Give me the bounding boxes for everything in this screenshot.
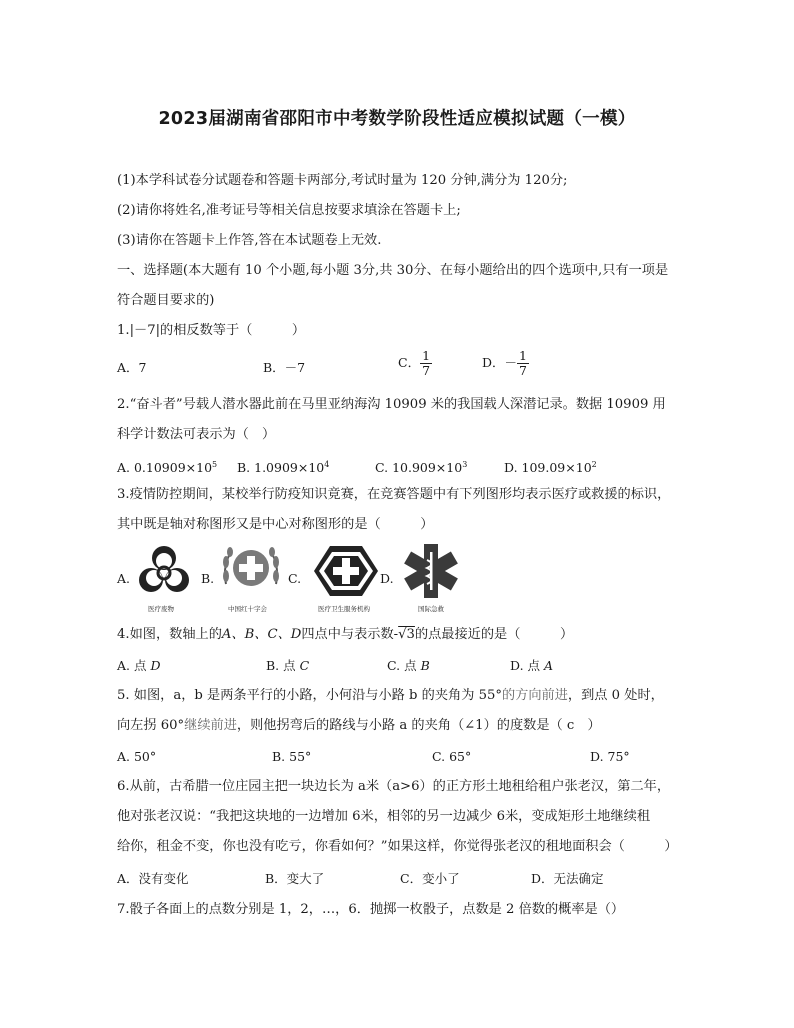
q5-option-d: D. 75°	[590, 749, 630, 764]
biohazard-icon	[132, 540, 196, 604]
instruction-2: (2)请你将姓名,准考证号等相关信息按要求填涂在答题卡上;	[117, 203, 461, 218]
q6-stem-cont-1: 他对张老汉说：“我把这块地的一边增加 6米，相邻的另一边减少 6米，变成矩形土地继续租	[117, 809, 651, 824]
q4-option-d: D. 点 A	[510, 658, 554, 673]
q3-option-d: D.	[380, 571, 394, 586]
q2-option-d: D. $109.09\times 10^2$	[504, 460, 597, 476]
q3-caption-c: 医疗卫生服务机构	[318, 605, 370, 613]
q6-option-a: A．没有变化	[117, 871, 189, 886]
instruction-1: (1)本学科试卷分试题卷和答题卡两部分,考试时量为 120 分钟,满分为 120分;	[117, 173, 568, 188]
q4-stem: 4.如图，数轴上的A、B、C、D四点中与表示数-√3的点最接近的是（ ）	[117, 627, 574, 642]
q5-stem-cont: 向左拐 60°继续前进，则他拐弯后的路线与小路 a 的夹角（∠1）的度数是（ c ）	[117, 718, 601, 733]
section-heading: 一、选择题(本大题有 10 个小题,每小题 3分,共 30分、在每小题给出的四个选项中,只有一项是	[117, 263, 669, 278]
q6-option-b: B．变大了	[265, 871, 325, 886]
q5-option-b: B. 55°	[272, 749, 312, 764]
q2-option-c: C. $10.909\times 10^3$	[375, 460, 468, 476]
q1-option-d	[482, 349, 529, 378]
q3-option-c: C.	[288, 571, 302, 586]
q3-option-a: A.	[117, 571, 131, 586]
q5-option-a: A. 50°	[117, 749, 157, 764]
q4-option-c: C. 点 B	[387, 658, 430, 673]
q1-option-d-label: D．－	[482, 355, 518, 370]
q6-option-d: D．无法确定	[531, 871, 604, 886]
q1-option-c-fraction: $\frac{1}{7}$	[422, 348, 431, 378]
q2-stem: 2.“奋斗者”号载人潜水器此前在马里亚纳海沟 10909 米的我国载人深潜记录。数据 10909 用	[117, 397, 666, 412]
q1-option-a: A．7	[117, 360, 147, 375]
q5-stem: 5. 如图，a，b 是两条平行的小路，小何沿与小路 b 的夹角为 55°的方向前进，到点 0 处时，	[117, 688, 664, 703]
q3-stem-cont: 其中既是轴对称图形又是中心对称图形的是（ ）	[117, 517, 434, 532]
q2-option-a: A. $0.10909\times 10^5$	[117, 460, 218, 476]
q3-option-b: B.	[201, 571, 215, 586]
q3-caption-a: 医疗废物	[148, 605, 174, 613]
q6-stem: 6.从前，古希腊一位庄园主把一块边长为 a米（a>6）的正方形土地租给租户张老汉，第二年，	[117, 779, 671, 794]
q7-stem: 7.骰子各面上的点数分别是 1，2，…，6．抛掷一枚骰子，点数是 2 倍数的概率是（）	[117, 902, 625, 917]
page-title: 2023届湖南省邵阳市中考数学阶段性适应模拟试题（一模）	[158, 109, 636, 129]
q2-option-b: B. $1.0909\times 10^4$	[237, 460, 330, 476]
q1-stem: 1.|－7|的相反数等于（ ）	[117, 323, 306, 338]
q3-stem: 3.疫情防控期间，某校举行防疫知识竟赛，在竞赛答题中有下列图形均表示医疗或救援的标识，	[117, 487, 671, 502]
q4-option-b: B. 点 C	[266, 658, 310, 673]
q1-option-d-fraction: $\frac{1}{7}$	[519, 348, 527, 378]
q1-option-c-label: C．	[398, 355, 421, 370]
q6-stem-cont-2: 给你，租金不变，你也没有吃亏，你看如何？”如果这样，你觉得张老汉的租地面积会（ ）	[117, 839, 678, 854]
section-heading-cont: 符合题目要求的)	[117, 293, 215, 308]
instruction-3: (3)请你在答题卡上作答,答在本试题卷上无效.	[117, 233, 382, 248]
q2-stem-cont: 科学计数法可表示为（ ）	[117, 427, 276, 442]
medical-service-sign-icon	[310, 540, 382, 602]
q5-option-c: C. 65°	[432, 749, 472, 764]
q4-option-a: A. 点 D	[117, 658, 161, 673]
q1-option-c	[398, 349, 432, 378]
q6-option-c: C．变小了	[400, 871, 460, 886]
q3-caption-b: 中国红十字会	[228, 605, 267, 613]
star-of-life-icon	[400, 540, 462, 602]
q1-option-b: B．－7	[263, 360, 306, 375]
q3-caption-d: 国际急救	[418, 605, 444, 613]
red-cross-emblem-icon	[216, 540, 286, 606]
